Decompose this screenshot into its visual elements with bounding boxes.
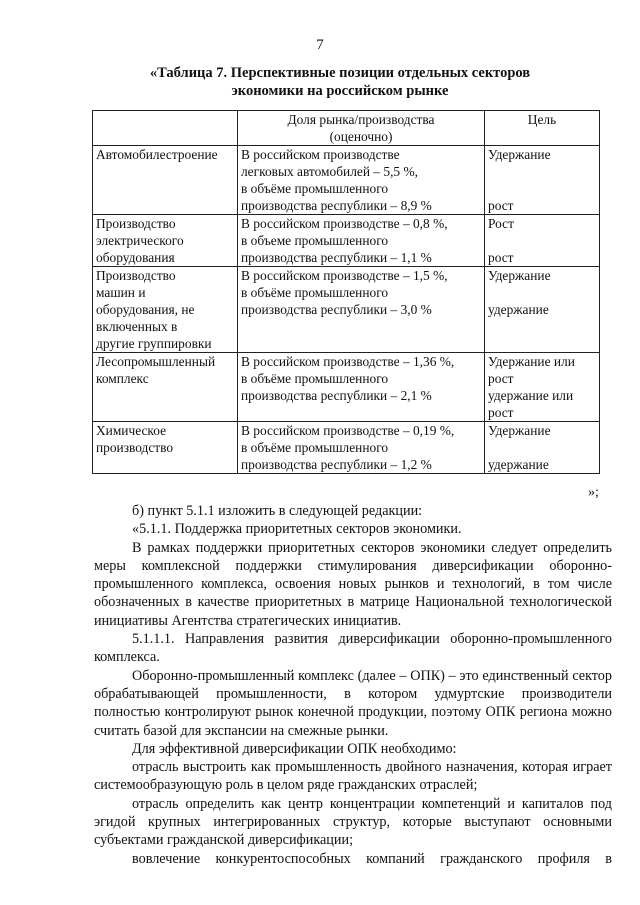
page-number: 7 [316, 37, 324, 53]
sector-cell [93, 422, 238, 474]
table-row [93, 422, 600, 474]
share-cell-line: в объёме промышленного [241, 440, 389, 455]
goal-cell-line: рост [488, 250, 514, 265]
table-title [90, 64, 590, 100]
header-sector [93, 111, 238, 146]
header-share-line-1: Доля рынка/производства [287, 112, 435, 127]
sector-cell-line: Химическое [96, 423, 167, 438]
share-cell [238, 422, 485, 474]
share-cell-line: в объеме промышленного [241, 233, 389, 248]
sector-cell-line: Автомобилестроение [96, 147, 218, 162]
goal-cell-line [488, 232, 596, 249]
sector-cell-line: Лесопромышленный [96, 354, 216, 369]
header-share [238, 111, 485, 146]
share-cell-line: В российском производстве [241, 147, 400, 162]
share-cell-line: производства республики – 3,0 % [241, 302, 432, 317]
sector-cell-line: производство [96, 440, 174, 455]
share-cell [238, 146, 485, 215]
body-text [94, 502, 612, 868]
paragraph: В рамках поддержки приоритетных секторов экономики следует определить меры комплексной поддержки стимулирования диверсификации оборонно-промышленного комплекса, освоения новых рынков и технологий, в том числе обозначенных в качестве приоритетных в матрице Национальной технологической инициативы Агентства стратегических инициатив. [94, 539, 612, 629]
goal-cell-line [488, 439, 596, 456]
sector-cell [93, 353, 238, 422]
goal-cell [485, 215, 600, 267]
sector-cell-line: комплекс [96, 371, 149, 386]
sector-cell-line: Производство [96, 216, 176, 231]
closing-quote-mark: »; [588, 485, 599, 500]
paragraph: отрасль определить как центр концентрации компетенций и капиталов под эгидой крупных интегрированных структур, которые выступают основными субъектами гражданской диверсификации; [94, 795, 612, 849]
goal-cell-line: Удержание или [488, 354, 575, 369]
sector-cell-line: электрического [96, 233, 184, 248]
share-cell-line: легковых автомобилей – 5,5 %, [241, 164, 418, 179]
table-body [93, 146, 600, 474]
table-row [93, 215, 600, 267]
goal-cell-line: Удержание [488, 147, 551, 162]
goal-cell [485, 353, 600, 422]
sector-cell-line: другие группировки [96, 336, 212, 351]
share-cell-line: производства республики – 1,2 % [241, 457, 432, 472]
sector-cell-line: включенных в [96, 319, 178, 334]
goal-cell-line [488, 163, 596, 180]
table-row [93, 353, 600, 422]
share-cell [238, 267, 485, 353]
paragraph: б) пункт 5.1.1 изложить в следующей редакции: [132, 503, 423, 519]
goal-cell-line: Удержание [488, 423, 551, 438]
goal-cell-line: рост [488, 198, 514, 213]
goal-cell [485, 267, 600, 353]
sector-cell-line: Производство [96, 268, 176, 283]
share-cell-line: производства республики – 1,1 % [241, 250, 432, 265]
sector-cell [93, 146, 238, 215]
paragraph: «5.1.1. Поддержка приоритетных секторов экономики. [132, 521, 462, 538]
paragraph: Для эффективной диверсификации ОПК необходимо: [132, 740, 457, 757]
sector-cell [93, 215, 238, 267]
paragraph: 5.1.1.1. Направления развития диверсификации оборонно-промышленного комплекса. [94, 631, 612, 666]
table-title-line-1: «Таблица 7. Перспективные позиции отдельных секторов [149, 65, 531, 81]
table-title-line-2: экономики на российском рынке [231, 83, 449, 99]
sectors-table [92, 110, 600, 474]
goal-cell [485, 146, 600, 215]
sector-cell [93, 267, 238, 353]
header-goal: Цель [485, 111, 600, 146]
table-row [93, 146, 600, 215]
share-cell-line: в объёме промышленного [241, 371, 389, 386]
share-cell [238, 353, 485, 422]
goal-cell-line [488, 284, 596, 301]
goal-cell-line: удержание [488, 302, 549, 317]
share-cell-line: В российском производстве – 0,8 %, [241, 216, 448, 231]
share-cell-line: В российском производстве – 1,36 %, [241, 354, 455, 369]
share-cell-line: В российском производстве – 1,5 %, [241, 268, 448, 283]
share-cell [238, 215, 485, 267]
sector-cell-line: оборудования [96, 250, 175, 265]
goal-cell-line: рост [488, 371, 514, 386]
goal-cell-line: удержание или [488, 388, 574, 403]
share-cell-line: в объёме промышленного [241, 285, 389, 300]
share-cell-line: в объёме промышленного [241, 181, 389, 196]
paragraph: Оборонно-промышленный комплекс (далее – ОПК) – это единственный сектор обрабатывающей промышленности, в котором удмуртские производители полностью контролируют рынок конечной продукции, поэтому ОПК региона можно считать базой для экспансии на смежные рынки. [94, 667, 612, 739]
share-cell-line: производства республики – 2,1 % [241, 388, 432, 403]
goal-cell [485, 422, 600, 474]
goal-cell-line: удержание [488, 457, 549, 472]
table-header-row [93, 111, 600, 146]
table-row [93, 267, 600, 353]
share-cell-line: производства республики – 8,9 % [241, 198, 432, 213]
paragraph: отрасль выстроить как промышленность двойного назначения, которая играет системообразующую роль в целом ряде гражданских отраслей; [94, 759, 612, 794]
goal-cell-line: Удержание [488, 268, 551, 283]
header-share-line-2: (оценочно) [329, 129, 393, 144]
sector-cell-line: оборудования, не [96, 302, 195, 317]
goal-cell-line [488, 180, 596, 197]
sector-cell-line: машин и [96, 285, 146, 300]
goal-cell-line: рост [488, 405, 514, 420]
paragraph: вовлечение конкурентоспособных компаний гражданского профиля в [132, 850, 612, 867]
share-cell-line: В российском производстве – 0,19 %, [241, 423, 455, 438]
goal-cell-line: Рост [488, 216, 514, 231]
